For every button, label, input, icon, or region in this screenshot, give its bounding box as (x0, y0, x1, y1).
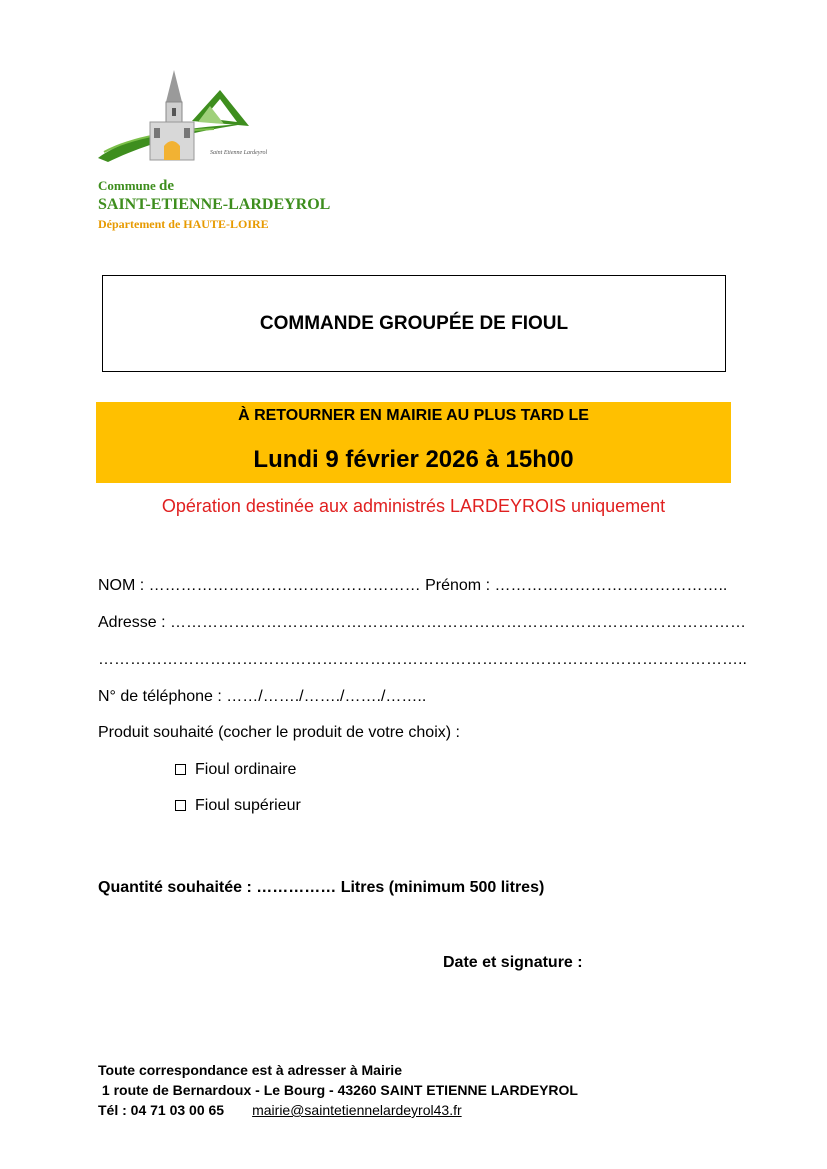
footer (98, 1060, 578, 1120)
quantite-line[interactable]: Quantité souhaitée : …………… Litres (minimum 500 litres) (98, 879, 545, 896)
option-fioul-superieur[interactable] (175, 797, 301, 815)
adresse-line-2[interactable]: ………………………………………………………………………………………………………….. (98, 651, 747, 668)
commune-logo (94, 66, 268, 166)
produit-label: Produit souhaité (cocher le produit de votre choix) : (98, 724, 460, 741)
commune-name: SAINT-ETIENNE-LARDEYROL (98, 196, 331, 213)
option-label: Fioul ordinaire (195, 761, 297, 778)
commune-de: de (159, 178, 175, 194)
document-title (102, 275, 726, 372)
footer-contact (98, 1100, 578, 1120)
checkbox-icon[interactable] (175, 800, 186, 811)
commune-label (98, 178, 174, 195)
telephone-line[interactable]: N° de téléphone : ……/……./……./……./…….. (98, 688, 427, 705)
svg-text:Saint Etienne Lardeyrol: Saint Etienne Lardeyrol (210, 150, 268, 156)
document-title-text: COMMANDE GROUPÉE DE FIOUL (259, 312, 569, 334)
deadline-banner (96, 402, 731, 483)
footer-address: 1 route de Bernardoux - Le Bourg - 43260 SAINT ETIENNE LARDEYROL (98, 1082, 578, 1098)
footer-tel: Tél : 04 71 03 00 65 (98, 1102, 225, 1118)
footer-line-1: Toute correspondance est à adresser à Mairie (98, 1062, 402, 1078)
checkbox-icon[interactable] (175, 764, 186, 775)
footer-email-link[interactable]: mairie@saintetiennelardeyrol43.fr (252, 1102, 462, 1118)
deadline-date: Lundi 9 février 2026 à 15h00 (253, 446, 574, 473)
commune-word: Commune (98, 178, 156, 193)
signature-label: Date et signature : (443, 954, 583, 971)
deadline-text: À RETOURNER EN MAIRIE AU PLUS TARD LE (238, 407, 589, 424)
adresse-line[interactable]: Adresse : ……………………………………………………………………………………………… (98, 614, 747, 631)
operation-note: Opération destinée aux administrés LARDEYROIS uniquement (161, 496, 666, 516)
nom-prenom-line[interactable]: NOM : …………………………………………… Prénom : …………………………………….. (98, 577, 728, 594)
option-fioul-ordinaire[interactable] (175, 761, 296, 779)
departement-label: Département de HAUTE-LOIRE (98, 217, 269, 231)
option-label: Fioul supérieur (195, 797, 301, 814)
